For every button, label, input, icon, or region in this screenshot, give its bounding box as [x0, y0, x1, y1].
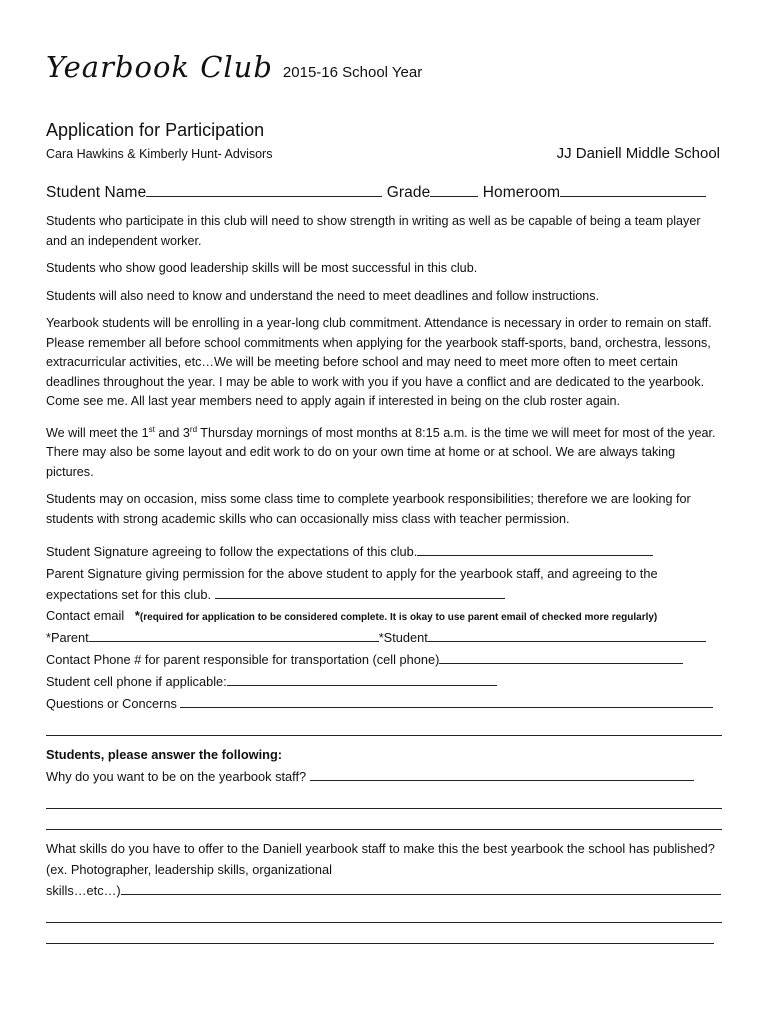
ordinal-st: st: [148, 424, 155, 434]
meeting-text-a: We will meet the 1: [46, 425, 149, 440]
skills-line-2[interactable]: [46, 902, 722, 923]
student-info-line: [46, 182, 724, 202]
student-name-label: Student Name: [46, 184, 147, 201]
email-fields-row: [46, 627, 724, 649]
school-year: 2015-16 School Year: [282, 64, 423, 81]
contact-phone-field[interactable]: [439, 649, 683, 664]
signature-form: [46, 541, 724, 944]
contact-email-label: Contact email: [46, 608, 125, 624]
student-signature-field[interactable]: [417, 541, 653, 556]
parent-signature-label: Parent Signature giving permission for the above student to apply for the yearbook staff, and agreeing to the expectations set for this club.: [46, 566, 658, 603]
skills-question: What skills do you have to offer to the Daniell yearbook staff to make this the best yearbook the school has published? (ex. Photographer, leadership skills, organizational: [46, 841, 715, 878]
homeroom-label: Homeroom: [482, 184, 561, 201]
parent-email-label: *Parent: [46, 630, 89, 646]
skills-question-end: skills…etc…): [46, 883, 121, 899]
grade-field[interactable]: [430, 182, 478, 197]
questions-extra-line[interactable]: [46, 715, 722, 736]
student-signature-label: Student Signature agreeing to follow the expectations of this club.: [46, 544, 418, 560]
why-join-line-3[interactable]: [46, 809, 722, 830]
contact-phone-row: [46, 649, 724, 671]
meeting-text-c: Thursday mornings of most months at 8:15 a.m. is the time we will meet for most of the year. There may also be some layout and edit work to do on your own time at home or at school. We are always taking pictures.: [46, 425, 716, 479]
meeting-text-b: and 3: [154, 425, 190, 440]
paragraph-leadership: Students who show good leadership skills will be most successful in this club.: [46, 261, 478, 275]
paragraph-commitment: Yearbook students will be enrolling in a year-long club commitment. Attendance is necessary in order to remain on staff. Please remember all before school commitments when applying for the yearbook staff-sports, band, orchestra, lessons, extracurricular activities, etc…We will be meeting before school and may need to meet more often to meet certain deadlines throughout the year. I may be able to work with you if you have a conflict and are dedicated to the yearbook. Come see me. All last year members need to apply again if interested in being on the club roster again.: [46, 316, 712, 408]
why-join-line-2[interactable]: [46, 788, 722, 809]
parent-signature-field[interactable]: [215, 584, 505, 599]
student-email-label: *Student: [378, 630, 428, 646]
contact-phone-label: Contact Phone # for parent responsible for transportation (cell phone): [46, 652, 440, 668]
school-name: JJ Daniell Middle School: [556, 145, 720, 162]
why-join-row: [46, 766, 724, 788]
student-name-field[interactable]: [146, 182, 382, 197]
title-line: [46, 50, 724, 90]
paragraph-deadlines: Students will also need to know and understand the need to meet deadlines and follow instructions.: [46, 288, 600, 303]
skills-question-row: [46, 838, 724, 880]
contact-email-row: [46, 605, 724, 627]
advisors-text: Cara Hawkins & Kimberly Hunt- Advisors: [46, 147, 273, 161]
why-join-question: Why do you want to be on the yearbook staff?: [46, 769, 307, 785]
required-star: *: [134, 608, 140, 624]
student-email-field[interactable]: [428, 627, 706, 642]
questions-heading: Students, please answer the following:: [46, 747, 283, 763]
homeroom-field[interactable]: [560, 182, 706, 197]
paragraph-class-time: Students may on occasion, miss some class time to complete yearbook responsibilities; therefore we are looking for students with strong academic skills who can occasionally miss class with teacher permission.: [46, 492, 691, 526]
ordinal-rd: rd: [189, 424, 198, 434]
required-note: (required for application to be considered complete. It is okay to use parent email of checked more regularly): [139, 612, 658, 624]
club-title: Yearbook Club: [46, 50, 273, 84]
advisor-row: [46, 145, 724, 162]
student-cell-field[interactable]: [227, 671, 497, 686]
parent-email-field[interactable]: [89, 627, 379, 642]
questions-label: Questions or Concerns: [46, 696, 177, 712]
skills-answer-row: [46, 880, 724, 902]
application-title: Application for Participation: [46, 120, 265, 140]
questions-row: [46, 693, 724, 715]
paragraph-writing-strength: Students who participate in this club will need to show strength in writing as well as be capable of being a team player and an independent worker.: [46, 214, 701, 248]
student-cell-label: Student cell phone if applicable:: [46, 674, 227, 690]
student-cell-row: [46, 671, 724, 693]
skills-field[interactable]: [121, 880, 721, 895]
parent-signature-row: [46, 563, 724, 605]
grade-label: Grade: [386, 184, 431, 201]
skills-line-3[interactable]: [46, 923, 714, 944]
student-signature-row: [46, 541, 724, 563]
why-join-field[interactable]: [310, 766, 694, 781]
paragraph-meeting-schedule: [46, 420, 724, 483]
questions-field[interactable]: [180, 693, 713, 708]
